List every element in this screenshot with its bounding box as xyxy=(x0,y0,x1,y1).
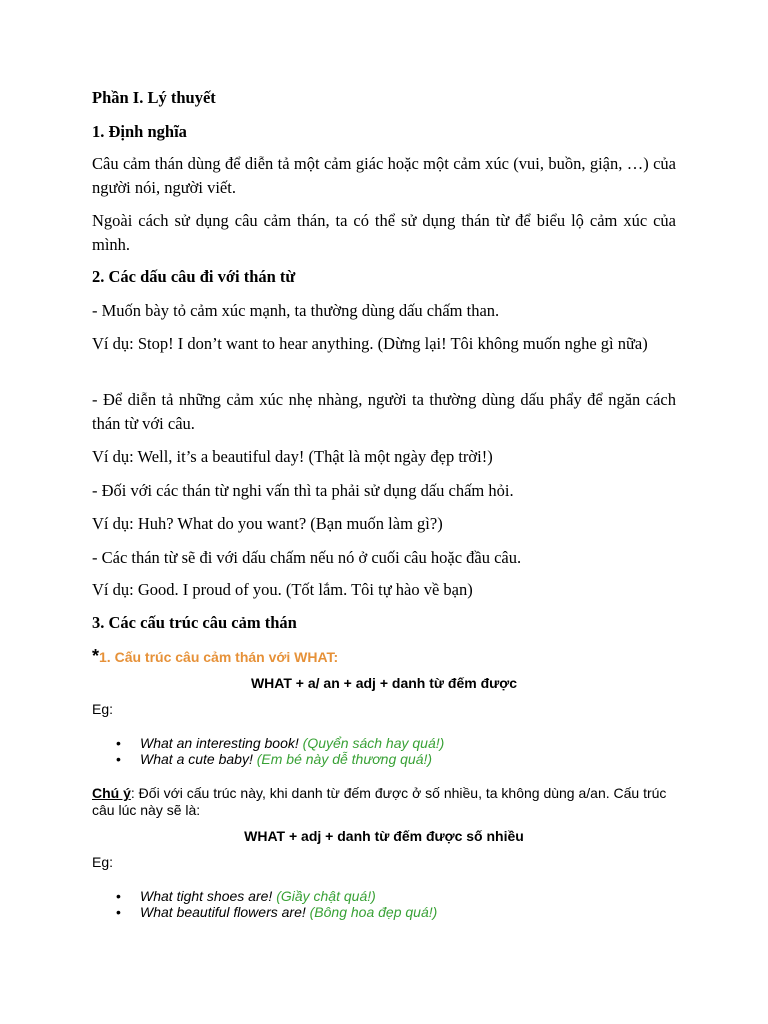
list-item xyxy=(92,735,676,751)
punctuation-example: Ví dụ: Huh? What do you want? (Bạn muốn làm gì?) xyxy=(92,514,443,533)
example-english: What beautiful flowers are! xyxy=(140,904,306,920)
star-marker: * xyxy=(92,646,100,666)
note-label: Chú ý xyxy=(92,785,131,801)
example-english: What a cute baby! xyxy=(140,751,253,767)
structure-1-title xyxy=(92,646,676,667)
formula-1: WHAT + a/ an + adj + danh từ đếm được xyxy=(250,675,518,691)
punctuation-example: Ví dụ: Well, it’s a beautiful day! (Thật là một ngày đẹp trời!) xyxy=(92,447,493,466)
list-item xyxy=(92,751,676,767)
eg-label: Eg: xyxy=(92,854,114,870)
list-item xyxy=(92,888,676,904)
definition-paragraph-1: Câu cảm thán dùng để diễn tả một cảm giác hoặc một cảm xúc (vui, buồn, giận, …) của người nói, người viết. xyxy=(92,154,676,197)
punctuation-paragraph: - Các thán từ sẽ đi với dấu chấm nếu nó ở cuối câu hoặc đầu câu. xyxy=(92,548,522,567)
punctuation-paragraph: - Để diễn tả những cảm xúc nhẹ nhàng, người ta thường dùng dấu phẩy để ngăn cách thán từ với câu. xyxy=(92,390,676,433)
structures-heading: 3. Các cấu trúc câu cảm thán xyxy=(92,613,297,632)
punctuation-heading: 2. Các dấu câu đi với thán từ xyxy=(92,267,296,286)
definition-heading: 1. Định nghĩa xyxy=(92,122,187,141)
note-paragraph xyxy=(92,785,676,819)
example-english: What an interesting book! xyxy=(140,735,299,751)
eg-label: Eg: xyxy=(92,701,114,717)
example-list-1 xyxy=(92,735,676,767)
punctuation-example: Ví dụ: Stop! I don’t want to hear anything. (Dừng lại! Tôi không muốn nghe gì nữa) xyxy=(92,334,648,353)
punctuation-paragraph: - Muốn bày tỏ cảm xúc mạnh, ta thường dùng dấu chấm than. xyxy=(92,301,500,320)
example-translation: (Bông hoa đẹp quá!) xyxy=(309,904,438,920)
section-title: Phần I. Lý thuyết xyxy=(92,88,216,107)
example-translation: (Giầy chật quá!) xyxy=(276,888,376,904)
example-translation: (Quyển sách hay quá!) xyxy=(302,735,445,751)
punctuation-paragraph: - Đối với các thán từ nghi vấn thì ta phải sử dụng dấu chấm hỏi. xyxy=(92,481,514,500)
punctuation-example: Ví dụ: Good. I proud of you. (Tốt lắm. Tôi tự hào về bạn) xyxy=(92,580,473,599)
example-english: What tight shoes are! xyxy=(140,888,273,904)
formula-2: WHAT + adj + danh từ đếm được số nhiều xyxy=(244,828,524,844)
definition-paragraph-2: Ngoài cách sử dụng câu cảm thán, ta có thể sử dụng thán từ để biểu lộ cảm xúc của mình. xyxy=(92,211,676,254)
list-item xyxy=(92,904,676,920)
note-text: : Đối với cấu trúc này, khi danh từ đếm được ở số nhiều, ta không dùng a/an. Cấu trúc câu lúc này sẽ là: xyxy=(92,785,667,818)
structure-1-label: 1. Cấu trúc câu cảm thán với WHAT: xyxy=(99,649,339,665)
example-translation: (Em bé này dễ thương quá!) xyxy=(256,751,433,767)
example-list-2 xyxy=(92,888,676,920)
